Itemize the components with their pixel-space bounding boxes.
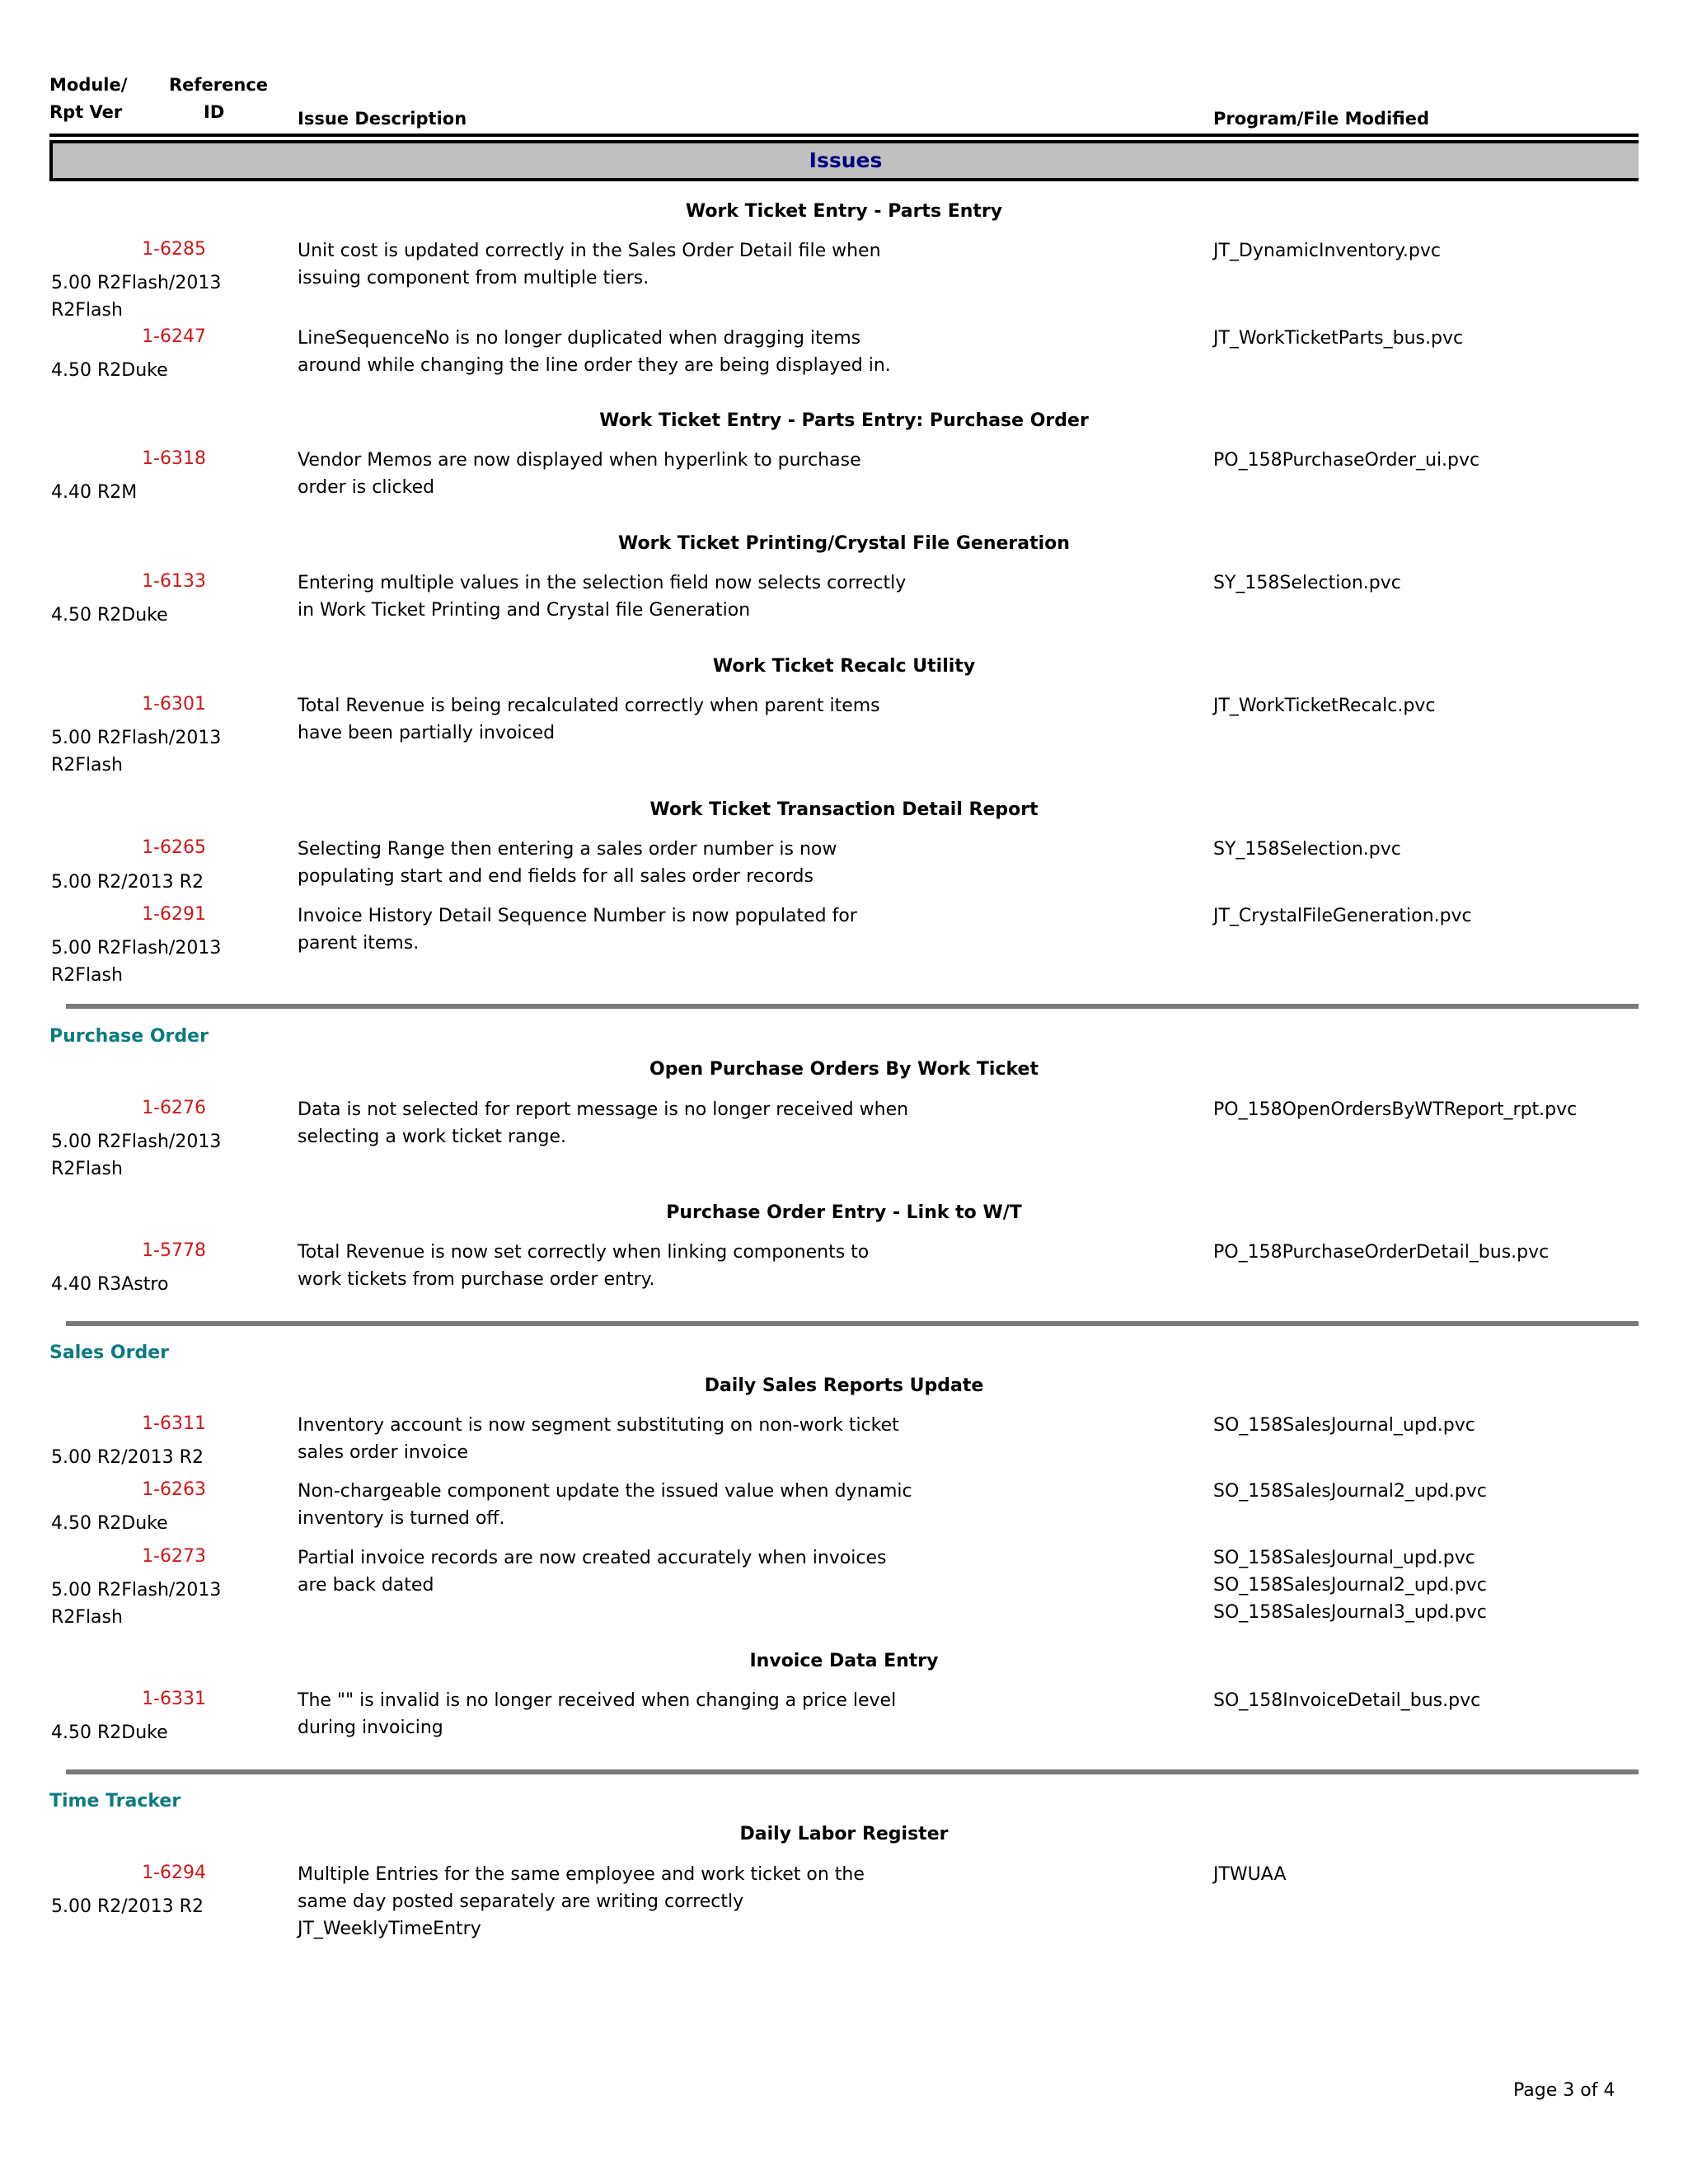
issue-program-file: PO_158PurchaseOrder_ui.pvc — [1213, 450, 1480, 471]
issue-version: 5.00 R2Flash/2013 — [51, 728, 222, 748]
issue-program-file: SO_158InvoiceDetail_bus.pvc — [1213, 1690, 1481, 1711]
col-ref-header-line2: ID — [204, 102, 225, 122]
issue-description: work tickets from purchase order entry. — [298, 1269, 655, 1290]
module-heading: Purchase Order — [49, 1026, 209, 1047]
issue-program-file: JTWUAA — [1213, 1864, 1287, 1885]
issue-version: 5.00 R2Flash/2013 — [51, 938, 222, 958]
issue-version: 5.00 R2Flash/2013 — [51, 273, 222, 293]
issue-version: 5.00 R2/2013 R2 — [51, 1896, 204, 1917]
section-title: Work Ticket Printing/Crystal File Generation — [618, 533, 1070, 554]
issue-description: same day posted separately are writing correctly — [298, 1891, 744, 1912]
issue-version: 5.00 R2/2013 R2 — [51, 1447, 204, 1468]
issue-ref-id: 1-6294 — [142, 1863, 206, 1883]
section-title: Purchase Order Entry - Link to W/T — [666, 1202, 1022, 1223]
issue-description: have been partially invoiced — [298, 723, 556, 743]
issue-description: Partial invoice records are now created accurately when invoices — [298, 1548, 887, 1568]
section-title: Work Ticket Entry - Parts Entry — [685, 201, 1003, 222]
module-separator — [66, 1769, 1639, 1774]
issue-program-file: JT_WorkTicketParts_bus.pvc — [1213, 328, 1464, 349]
issue-program-file: JT_DynamicInventory.pvc — [1213, 241, 1441, 261]
module-heading: Sales Order — [49, 1343, 169, 1363]
issue-description: Entering multiple values in the selection field now selects correctly — [298, 573, 907, 593]
issue-description: in Work Ticket Printing and Crystal file Generation — [298, 600, 751, 621]
col-desc-header: Issue Description — [298, 109, 467, 129]
issue-description: Total Revenue is now set correctly when linking components to — [298, 1242, 870, 1263]
issue-description: Unit cost is updated correctly in the Sales Order Detail file when — [298, 241, 881, 261]
issue-description: Data is not selected for report message is no longer received when — [298, 1099, 909, 1120]
issue-description: Inventory account is now segment substituting on non-work ticket — [298, 1415, 899, 1436]
issue-ref-id: 1-6331 — [142, 1689, 206, 1709]
issue-description: Non-chargeable component update the issued value when dynamic — [298, 1481, 912, 1502]
col-ref-header-line1: Reference — [169, 75, 269, 95]
issue-description: parent items. — [298, 933, 420, 954]
issue-version: 4.50 R2Duke — [51, 605, 168, 626]
issue-version: 4.40 R3Astro — [51, 1274, 169, 1295]
issue-description: during invoicing — [298, 1718, 443, 1738]
issue-ref-id: 1-6247 — [142, 326, 206, 347]
issue-description: JT_WeeklyTimeEntry — [298, 1919, 481, 1939]
issue-description: Selecting Range then entering a sales order number is now — [298, 839, 837, 860]
issue-version: 4.40 R2M — [51, 482, 138, 503]
issue-program-file: JT_CrystalFileGeneration.pvc — [1213, 906, 1472, 926]
issue-ref-id: 1-6311 — [142, 1413, 206, 1434]
issue-version: R2Flash — [51, 965, 123, 986]
issue-program-file: PO_158OpenOrdersByWTReport_rpt.pvc — [1213, 1099, 1578, 1120]
section-title: Work Ticket Recalc Utility — [712, 656, 976, 677]
issues-banner: Issues — [49, 140, 1639, 181]
issue-description: Vendor Memos are now displayed when hyperlink to purchase — [298, 450, 861, 471]
issue-version: R2Flash — [51, 300, 123, 321]
issue-description: Multiple Entries for the same employee and work ticket on the — [298, 1864, 865, 1885]
issue-program-file: SO_158SalesJournal2_upd.pvc — [1213, 1575, 1487, 1596]
issue-program-file: SO_158SalesJournal_upd.pvc — [1213, 1415, 1475, 1436]
issue-description: order is clicked — [298, 477, 435, 498]
col-prog-header: Program/File Modified — [1213, 109, 1429, 129]
issue-description: Total Revenue is being recalculated correctly when parent items — [298, 696, 880, 716]
issue-program-file: SO_158SalesJournal_upd.pvc — [1213, 1548, 1475, 1568]
issue-ref-id: 1-6265 — [142, 837, 206, 858]
issue-version: 4.50 R2Duke — [51, 360, 168, 381]
section-title: Work Ticket Transaction Detail Report — [649, 799, 1039, 820]
issue-ref-id: 1-6273 — [142, 1546, 206, 1567]
module-heading: Time Tracker — [49, 1791, 181, 1811]
issue-description: around while changing the line order they are being displayed in. — [298, 355, 891, 376]
issue-program-file: SY_158Selection.pvc — [1213, 839, 1401, 860]
section-title: Open Purchase Orders By Work Ticket — [649, 1059, 1039, 1080]
issue-ref-id: 1-6276 — [142, 1098, 206, 1118]
col-module-header-line2: Rpt Ver — [49, 102, 123, 122]
issue-program-file: JT_WorkTicketRecalc.pvc — [1213, 696, 1436, 716]
issue-ref-id: 1-6301 — [142, 694, 206, 715]
issue-program-file: SY_158Selection.pvc — [1213, 573, 1401, 593]
issue-description: sales order invoice — [298, 1442, 468, 1463]
module-separator — [66, 1004, 1639, 1009]
issue-version: 4.50 R2Duke — [51, 1722, 168, 1743]
issue-description: inventory is turned off. — [298, 1508, 505, 1529]
issue-ref-id: 1-6263 — [142, 1479, 206, 1500]
section-title: Invoice Data Entry — [749, 1651, 939, 1671]
header-rule — [49, 134, 1639, 137]
issue-version: R2Flash — [51, 1607, 123, 1628]
issue-program-file: SO_158SalesJournal2_upd.pvc — [1213, 1481, 1487, 1502]
issue-version: R2Flash — [51, 1159, 123, 1179]
issue-version: 5.00 R2Flash/2013 — [51, 1132, 222, 1152]
section-title: Daily Sales Reports Update — [704, 1376, 984, 1396]
issue-ref-id: 1-6133 — [142, 571, 206, 592]
issue-ref-id: 1-6285 — [142, 239, 206, 260]
issue-version: 5.00 R2/2013 R2 — [51, 872, 204, 893]
issue-description: issuing component from multiple tiers. — [298, 268, 649, 288]
issue-version: 5.00 R2Flash/2013 — [51, 1580, 222, 1601]
issue-description: are back dated — [298, 1575, 434, 1596]
issue-description: The "" is invalid is no longer received when changing a price level — [298, 1690, 897, 1711]
issue-version: R2Flash — [51, 755, 123, 776]
issue-program-file: PO_158PurchaseOrderDetail_bus.pvc — [1213, 1242, 1550, 1263]
issue-ref-id: 1-5778 — [142, 1240, 206, 1261]
issue-description: Invoice History Detail Sequence Number is now populated for — [298, 906, 857, 926]
section-title: Daily Labor Register — [739, 1824, 949, 1844]
issue-description: LineSequenceNo is no longer duplicated when dragging items — [298, 328, 861, 349]
module-separator — [66, 1321, 1639, 1326]
section-title: Work Ticket Entry - Parts Entry: Purchase Order — [599, 410, 1089, 431]
issue-ref-id: 1-6291 — [142, 904, 206, 925]
issue-description: populating start and end fields for all sales order records — [298, 866, 814, 887]
page-number: Page 3 of 4 — [1513, 2080, 1615, 2101]
issue-version: 4.50 R2Duke — [51, 1513, 168, 1534]
col-module-header-line1: Module/ — [49, 75, 128, 95]
issue-ref-id: 1-6318 — [142, 448, 206, 469]
issue-description: selecting a work ticket range. — [298, 1127, 566, 1147]
issue-program-file: SO_158SalesJournal3_upd.pvc — [1213, 1602, 1487, 1623]
